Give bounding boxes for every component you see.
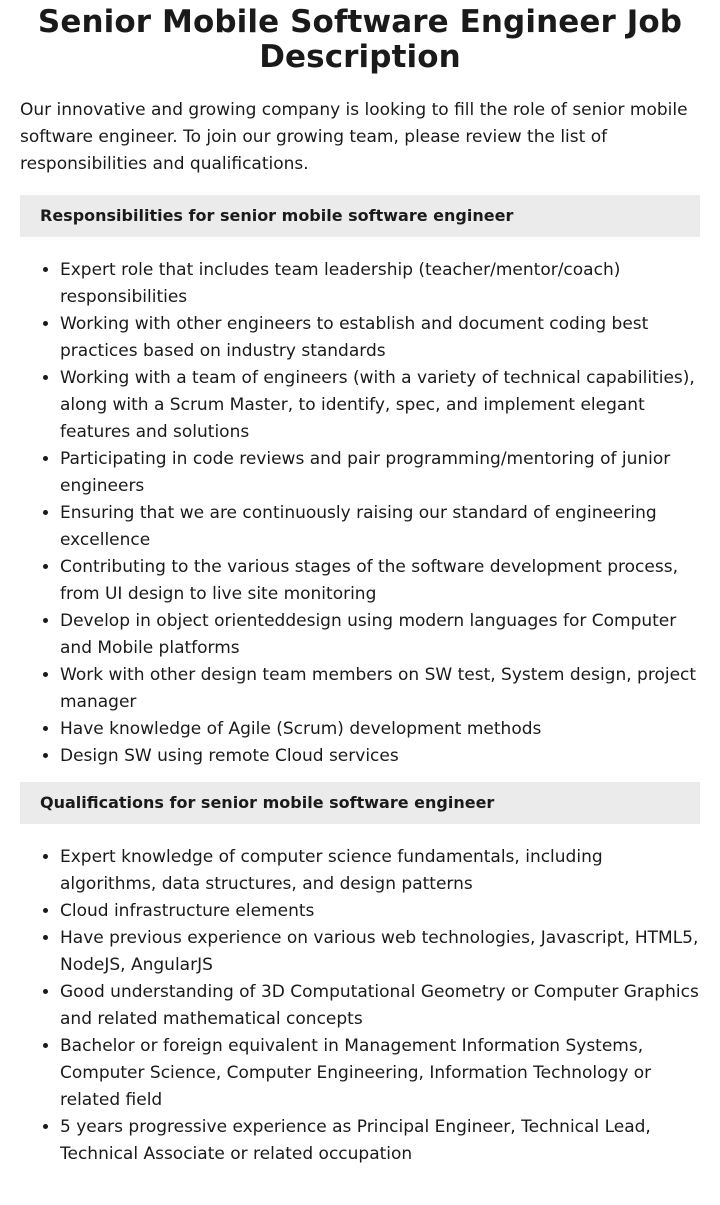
list-item: • Ensuring that we are continuously raising our standard of engineering excellence xyxy=(60,500,700,554)
list-item: • Good understanding of 3D Computational Geometry or Computer Graphics and related mathematical concepts xyxy=(60,979,700,1033)
list-item: • Working with other engineers to establish and document coding best practices based on industry standards xyxy=(60,311,700,365)
list-item: • Expert knowledge of computer science fundamentals, including algorithms, data structures, and design patterns xyxy=(60,844,700,898)
list-item: • 5 years progressive experience as Principal Engineer, Technical Lead, Technical Associate or related occupation xyxy=(60,1114,700,1168)
list-item: • Design SW using remote Cloud services xyxy=(60,743,700,770)
list-item: • Working with a team of engineers (with a variety of technical capabilities), along with a Scrum Master, to identify, spec, and implement elegant features and solutions xyxy=(60,365,700,446)
list-item: • Bachelor or foreign equivalent in Management Information Systems, Computer Science, Computer Engineering, Information Technology or related field xyxy=(60,1033,700,1114)
intro-paragraph: Our innovative and growing company is looking to fill the role of senior mobile software engineer. To join our growing team, please review the list of responsibilities and qualifications. xyxy=(20,100,688,174)
list-item: • Have previous experience on various web technologies, Javascript, HTML5, NodeJS, AngularJS xyxy=(60,925,700,979)
list-item: • Cloud infrastructure elements xyxy=(60,898,700,925)
list-item: • Participating in code reviews and pair programming/mentoring of junior engineers xyxy=(60,446,700,500)
list-item: • Develop in object orienteddesign using modern languages for Computer and Mobile platforms xyxy=(60,608,700,662)
list-item: • Contributing to the various stages of the software development process, from UI design to live site monitoring xyxy=(60,554,700,608)
qualifications-list xyxy=(20,844,700,1168)
qualifications-heading: Qualifications for senior mobile software engineer xyxy=(20,782,700,824)
job-description-page xyxy=(0,5,720,1168)
responsibilities-list xyxy=(20,257,700,770)
page-title: Senior Mobile Software Engineer Job Description xyxy=(37,4,683,75)
list-item: • Have knowledge of Agile (Scrum) development methods xyxy=(60,716,700,743)
responsibilities-heading: Responsibilities for senior mobile software engineer xyxy=(20,195,700,237)
list-item: • Expert role that includes team leadership (teacher/mentor/coach) responsibilities xyxy=(60,257,700,311)
list-item: • Work with other design team members on SW test, System design, project manager xyxy=(60,662,700,716)
